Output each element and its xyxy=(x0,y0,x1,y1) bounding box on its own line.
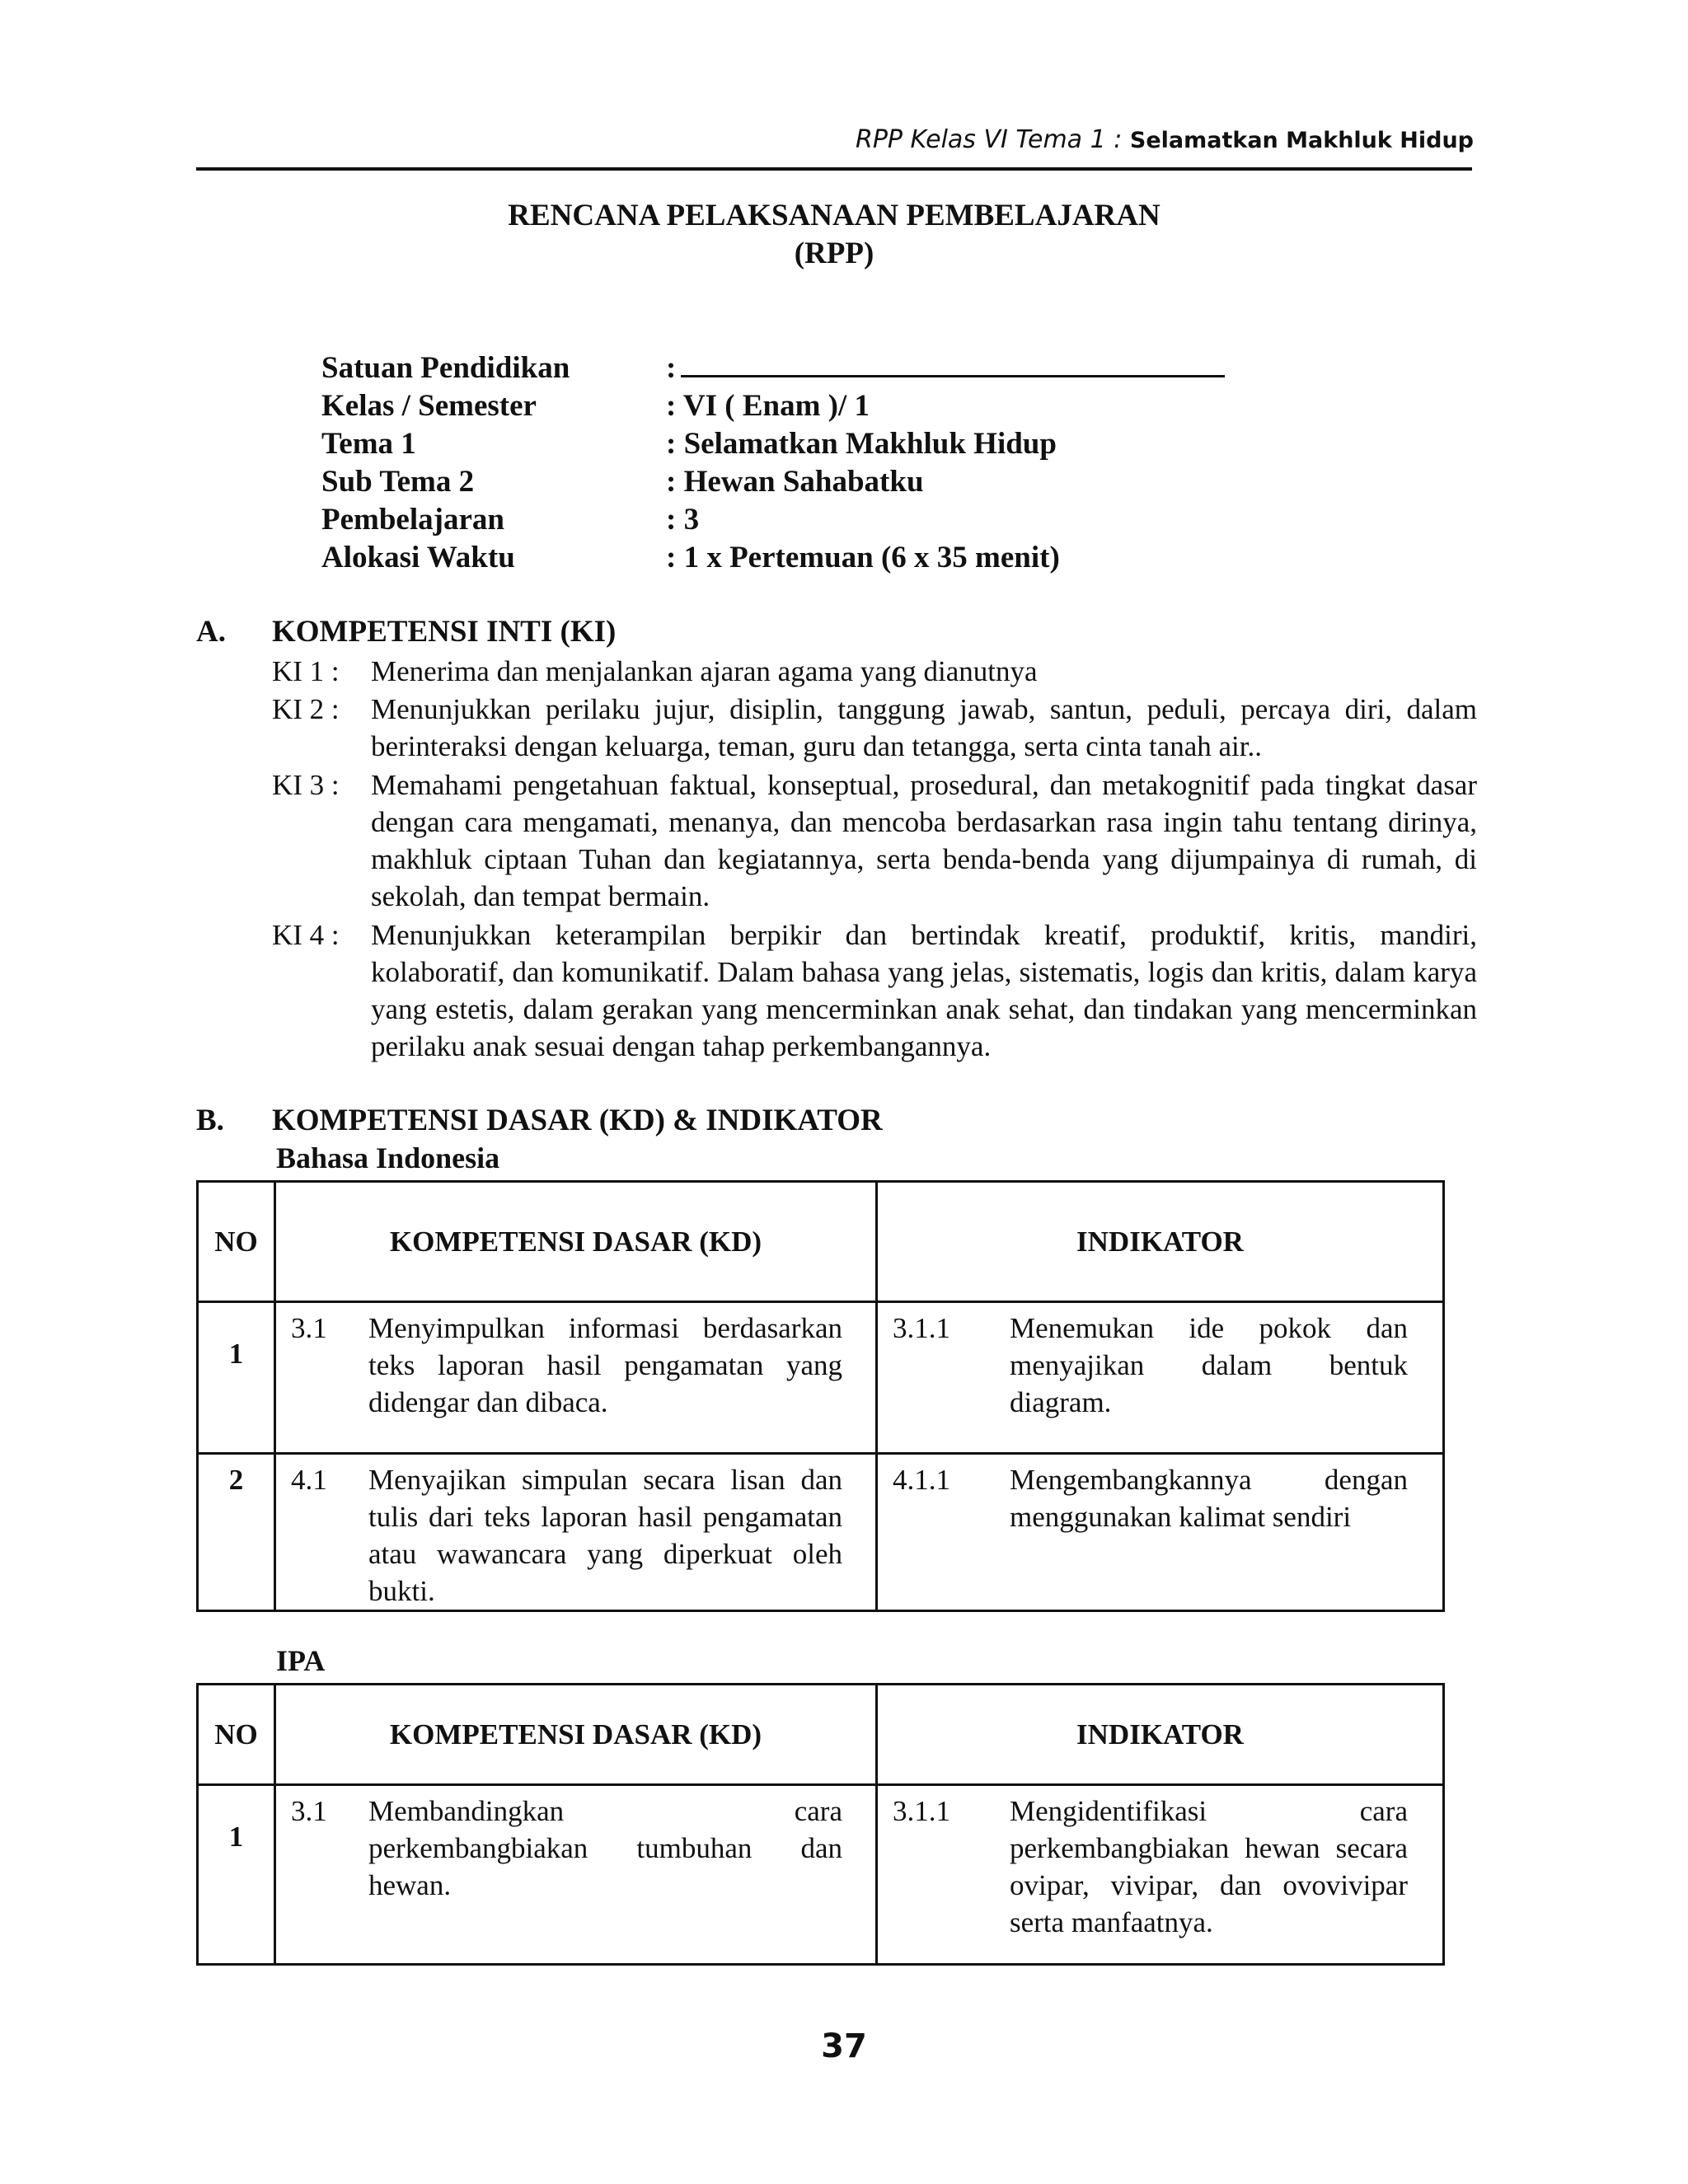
kd-table-ipa xyxy=(196,1683,1445,1966)
identity-label: Alokasi Waktu xyxy=(321,541,515,574)
identity-label: Pembelajaran xyxy=(321,503,504,537)
kd-cell xyxy=(275,1454,877,1611)
table-row xyxy=(198,1785,1444,1965)
table-row xyxy=(198,1302,1444,1454)
indikator-text: Mengembangkannya dengan menggunakan kalimat sendiri xyxy=(1010,1464,1408,1533)
column-header-no: NO xyxy=(198,1685,275,1785)
identity-label: Kelas / Semester xyxy=(321,389,537,423)
ki-code: KI 2 : xyxy=(272,693,340,725)
identity-value: : xyxy=(666,350,1225,386)
kd-code: 3.1 xyxy=(291,1312,327,1344)
identity-value: : 3 xyxy=(666,503,700,537)
indikator-code: 4.1.1 xyxy=(893,1464,950,1496)
page-number: 37 xyxy=(821,2027,867,2065)
kd-text: Membandingkan cara perkembangbiakan tumbuhan dan hewan. xyxy=(368,1795,842,1901)
indikator-cell xyxy=(877,1302,1444,1454)
indikator-text: Menemukan ide pokok dan menyajikan dalam bentuk diagram. xyxy=(1010,1312,1408,1418)
table-header-row xyxy=(198,1182,1444,1302)
document-subtitle: (RPP) xyxy=(794,237,874,270)
ki-code: KI 4 : xyxy=(272,919,340,951)
indikator-code: 3.1.1 xyxy=(893,1312,950,1344)
ki-code: KI 1 : xyxy=(272,655,340,687)
ki-text: Menunjukkan perilaku jujur, disiplin, tanggung jawab, santun, peduli, percaya diri, dalam berinteraksi dengan keluarga, teman, guru dan tetangga, serta cinta tanah air.. xyxy=(371,693,1477,762)
header-theme: Selamatkan Makhluk Hidup xyxy=(1129,128,1474,153)
ki-text: Memahami pengetahuan faktual, konseptual, prosedural, dan metakognitif pada tingkat dasar dengan cara mengamati, menanya, dan mencoba berdasarkan rasa ingin tahu tentang dirinya, makhluk ciptaan Tuhan dan kegiatannya, serta benda-benda yang dijumpainya di rumah, di sekolah, dan tempat bermain. xyxy=(371,769,1477,912)
indikator-code: 3.1.1 xyxy=(893,1795,950,1827)
header-prefix: RPP Kelas VI Tema 1 : xyxy=(855,125,1130,154)
indikator-cell xyxy=(877,1454,1444,1611)
header-divider xyxy=(196,167,1472,171)
column-header-kd: KOMPETENSI DASAR (KD) xyxy=(275,1182,877,1302)
kd-cell xyxy=(275,1785,877,1965)
kd-text: Menyimpulkan informasi berdasarkan teks laporan hasil pengamatan yang didengar dan dibaca. xyxy=(368,1312,842,1418)
identity-value: : Selamatkan Makhluk Hidup xyxy=(666,427,1057,461)
blank-line xyxy=(681,350,1225,377)
identity-label: Satuan Pendidikan xyxy=(321,351,570,385)
column-header-no: NO xyxy=(198,1182,275,1302)
running-header xyxy=(856,125,1474,154)
subject-heading: Bahasa Indonesia xyxy=(276,1141,500,1174)
column-header-indikator: INDIKATOR xyxy=(877,1182,1444,1302)
section-a-title: KOMPETENSI INTI (KI) xyxy=(272,615,617,649)
subject-heading: IPA xyxy=(276,1644,326,1677)
identity-value: : Hewan Sahabatku xyxy=(666,465,924,499)
column-header-kd: KOMPETENSI DASAR (KD) xyxy=(275,1685,877,1785)
indikator-cell xyxy=(877,1785,1444,1965)
identity-label: Sub Tema 2 xyxy=(321,465,475,499)
row-number: 1 xyxy=(198,1785,275,1965)
ki-code: KI 3 : xyxy=(272,769,340,801)
row-number: 1 xyxy=(198,1302,275,1454)
section-b-title: KOMPETENSI DASAR (KD) & INDIKATOR xyxy=(272,1104,883,1137)
document-title: RENCANA PELAKSANAAN PEMBELAJARAN xyxy=(508,199,1160,232)
row-number: 2 xyxy=(198,1454,275,1611)
identity-label: Tema 1 xyxy=(321,427,416,461)
ki-text: Menerima dan menjalankan ajaran agama yang dianutnya xyxy=(371,655,1038,687)
section-b-letter: B. xyxy=(196,1104,224,1137)
indikator-text: Mengidentifikasi cara perkembangbiakan hewan secara ovipar, vivipar, dan ovovivipar serta manfaatnya. xyxy=(1010,1795,1408,1938)
column-header-indikator: INDIKATOR xyxy=(877,1685,1444,1785)
kd-code: 3.1 xyxy=(291,1795,327,1827)
kd-code: 4.1 xyxy=(291,1464,327,1496)
section-a-letter: A. xyxy=(196,615,226,649)
kd-cell xyxy=(275,1302,877,1454)
kd-table-bahasa-indonesia xyxy=(196,1180,1445,1612)
ki-text: Menunjukkan keterampilan berpikir dan bertindak kreatif, produktif, kritis, mandiri, kolaboratif, dan komunikatif. Dalam bahasa yang jelas, sistematis, logis dan kritis, dalam karya yang estetis, dalam gerakan yang mencerminkan anak sehat, dan tindakan yang mencerminkan perilaku anak sesuai dengan tahap perkembangannya. xyxy=(371,919,1477,1062)
identity-value: : 1 x Pertemuan (6 x 35 menit) xyxy=(666,541,1060,574)
identity-value: : VI ( Enam )/ 1 xyxy=(666,389,870,423)
table-header-row xyxy=(198,1685,1444,1785)
kd-text: Menyajikan simpulan secara lisan dan tulis dari teks laporan hasil pengamatan atau wawancara yang diperkuat oleh bukti. xyxy=(368,1464,842,1607)
table-row xyxy=(198,1454,1444,1611)
